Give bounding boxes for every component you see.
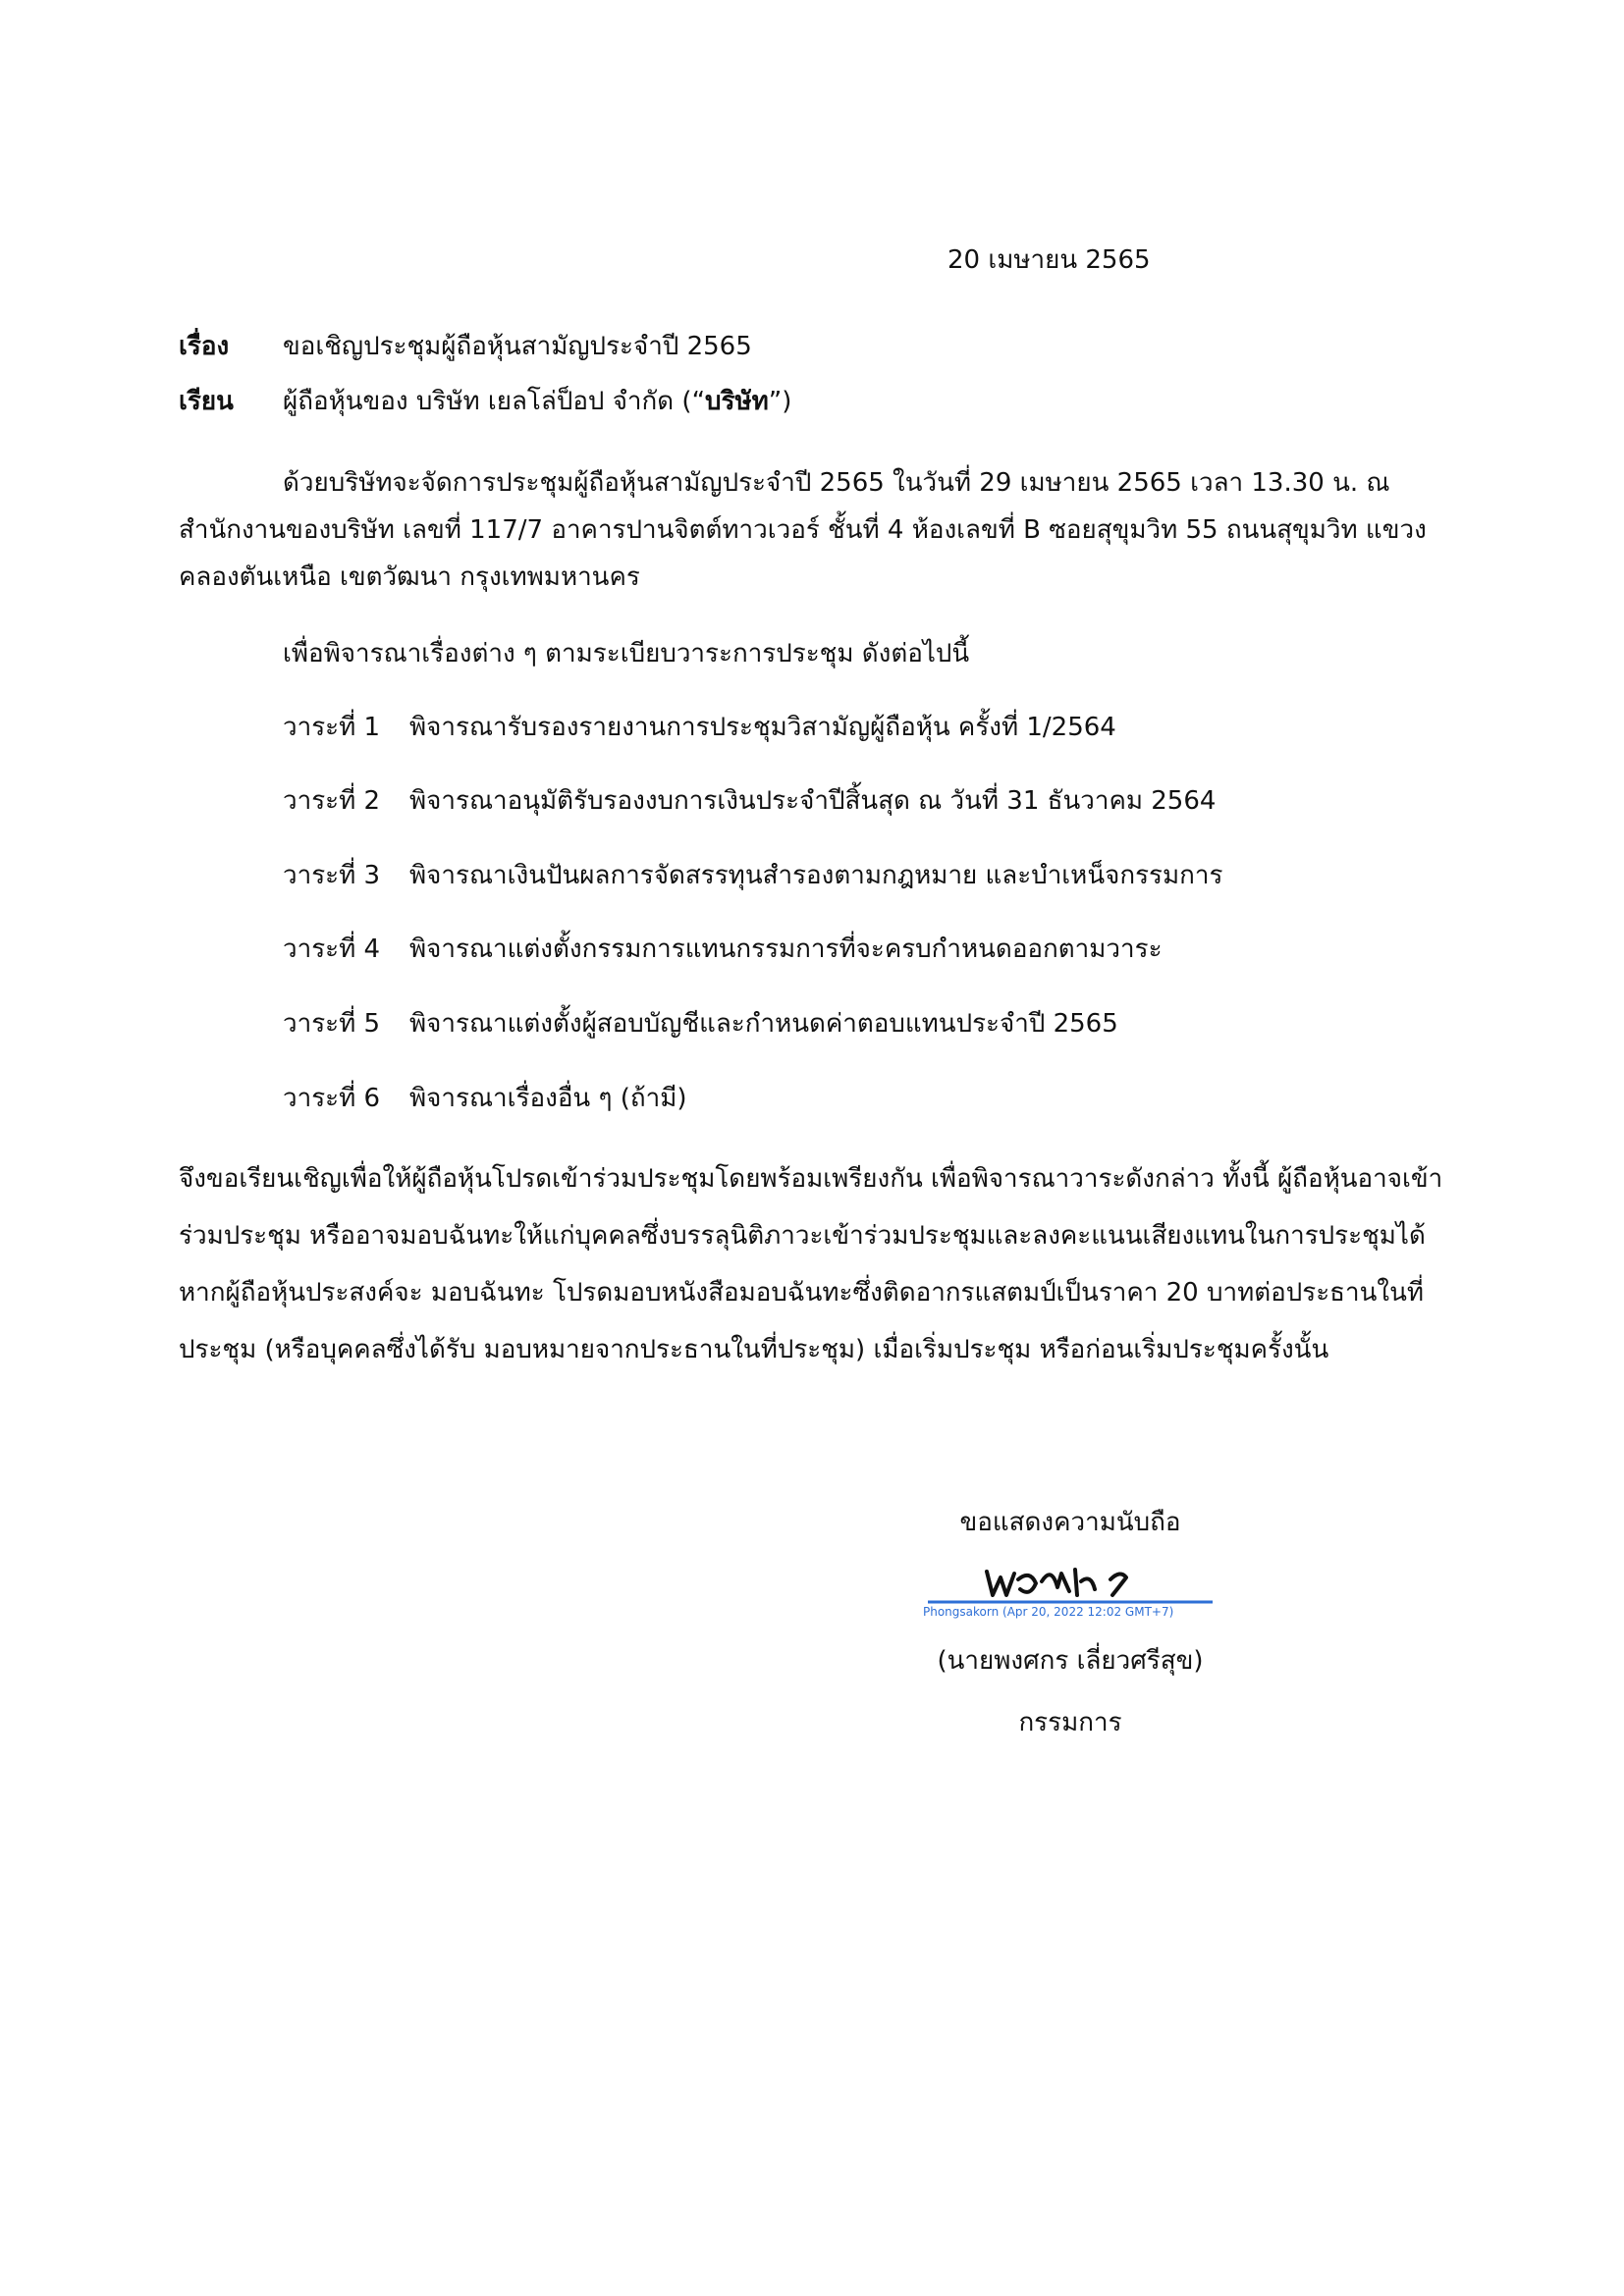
agenda-intro: เพื่อพิจารณาเรื่องต่าง ๆ ตามระเบียบวาระการประชุม ดังต่อไปนี้ xyxy=(283,639,970,668)
recipient-label: เรียน xyxy=(179,387,234,416)
agenda-item-1-text: พิจารณารับรองรายงานการประชุมวิสามัญผู้ถือหุ้น ครั้งที่ 1/2564 xyxy=(409,713,1116,742)
agenda-item-3-number: วาระที่ 3 xyxy=(283,861,381,890)
agenda-item-3-text: พิจารณาเงินปันผลการจัดสรรทุนสำรองตามกฎหมาย และบำเหน็จกรรมการ xyxy=(409,861,1223,890)
signer-name: (นายพงศกร เลี่ยวศรีสุข) xyxy=(937,1646,1204,1676)
signature-block xyxy=(864,1502,1276,1742)
signoff-text: ขอแสดงความนับถือ xyxy=(959,1508,1181,1537)
subject-text: ขอเชิญประชุมผู้ถือหุ้นสามัญประจำปี 2565 xyxy=(283,332,752,361)
recipient-text-before: ผู้ถือหุ้นของ บริษัท เยลโล่ป็อป จำกัด (“ xyxy=(283,387,706,416)
handwritten-signature xyxy=(928,1560,1213,1605)
agenda-item-1-number: วาระที่ 1 xyxy=(283,713,381,742)
letter-date: 20 เมษายน 2565 xyxy=(947,245,1151,275)
agenda-item-5-text: พิจารณาแต่งตั้งผู้สอบบัญชีและกำหนดค่าตอบแทนประจำปี 2565 xyxy=(409,1009,1118,1039)
signer-title: กรรมการ xyxy=(1018,1708,1122,1737)
recipient-company-defined-term: บริษัท xyxy=(705,387,769,416)
agenda-item-6-number: วาระที่ 6 xyxy=(283,1084,381,1113)
subject-label: เรื่อง xyxy=(179,332,230,361)
recipient-text xyxy=(283,381,791,421)
intro-paragraph: ด้วยบริษัทจะจัดการประชุมผู้ถือหุ้นสามัญประจำปี 2565 ในวันที่ 29 เมษายน 2565 เวลา 13.30 น. ณ สำนักงานของบริษัท เลขที่ 117/7 อาคารปานจิตต์ทาวเวอร์ ชั้นที่ 4 ห้องเลขที่ B ซอยสุขุมวิท 55 ถนนสุขุมวิท แขวงคลองตันเหนือ เขตวัฒนา กรุงเทพมหานคร xyxy=(179,468,1427,592)
agenda-item-2-number: วาระที่ 2 xyxy=(283,786,381,816)
agenda-item-4-number: วาระที่ 4 xyxy=(283,934,381,964)
agenda-item-4-text: พิจารณาแต่งตั้งกรรมการแทนกรรมการที่จะครบกำหนดออกตามวาระ xyxy=(409,934,1163,964)
recipient-text-after: ”) xyxy=(768,387,792,416)
agenda-item-6-text: พิจารณาเรื่องอื่น ๆ (ถ้ามี) xyxy=(409,1084,687,1113)
agenda-item-5-number: วาระที่ 5 xyxy=(283,1009,381,1039)
signature-caption: Phongsakorn (Apr 20, 2022 12:02 GMT+7) xyxy=(923,1605,1174,1619)
agenda-item-2-text: พิจารณาอนุมัติรับรองงบการเงินประจำปีสิ้นสุด ณ วันที่ 31 ธันวาคม 2564 xyxy=(409,786,1217,816)
closing-paragraph: จึงขอเรียนเชิญเพื่อให้ผู้ถือหุ้นโปรดเข้าร่วมประชุมโดยพร้อมเพรียงกัน เพื่อพิจารณาวาระดังกล่าว ทั้งนี้ ผู้ถือหุ้นอาจเข้าร่วมประชุม หรืออาจมอบฉันทะให้แก่บุคคลซึ่งบรรลุนิติภาวะเข้าร่วมประชุมและลงคะแนนเสียงแทนในการประชุมได้ หากผู้ถือหุ้นประสงค์จะ มอบฉันทะ โปรดมอบหนังสือมอบฉันทะซึ่งติดอากรแสตมป์เป็นราคา 20 บาทต่อประธานในที่ประชุม (หรือบุคคลซึ่งได้รับ มอบหมายจากประธานในที่ประชุม) เมื่อเริ่มประชุม หรือก่อนเริ่มประชุมครั้งนั้น xyxy=(179,1164,1443,1364)
